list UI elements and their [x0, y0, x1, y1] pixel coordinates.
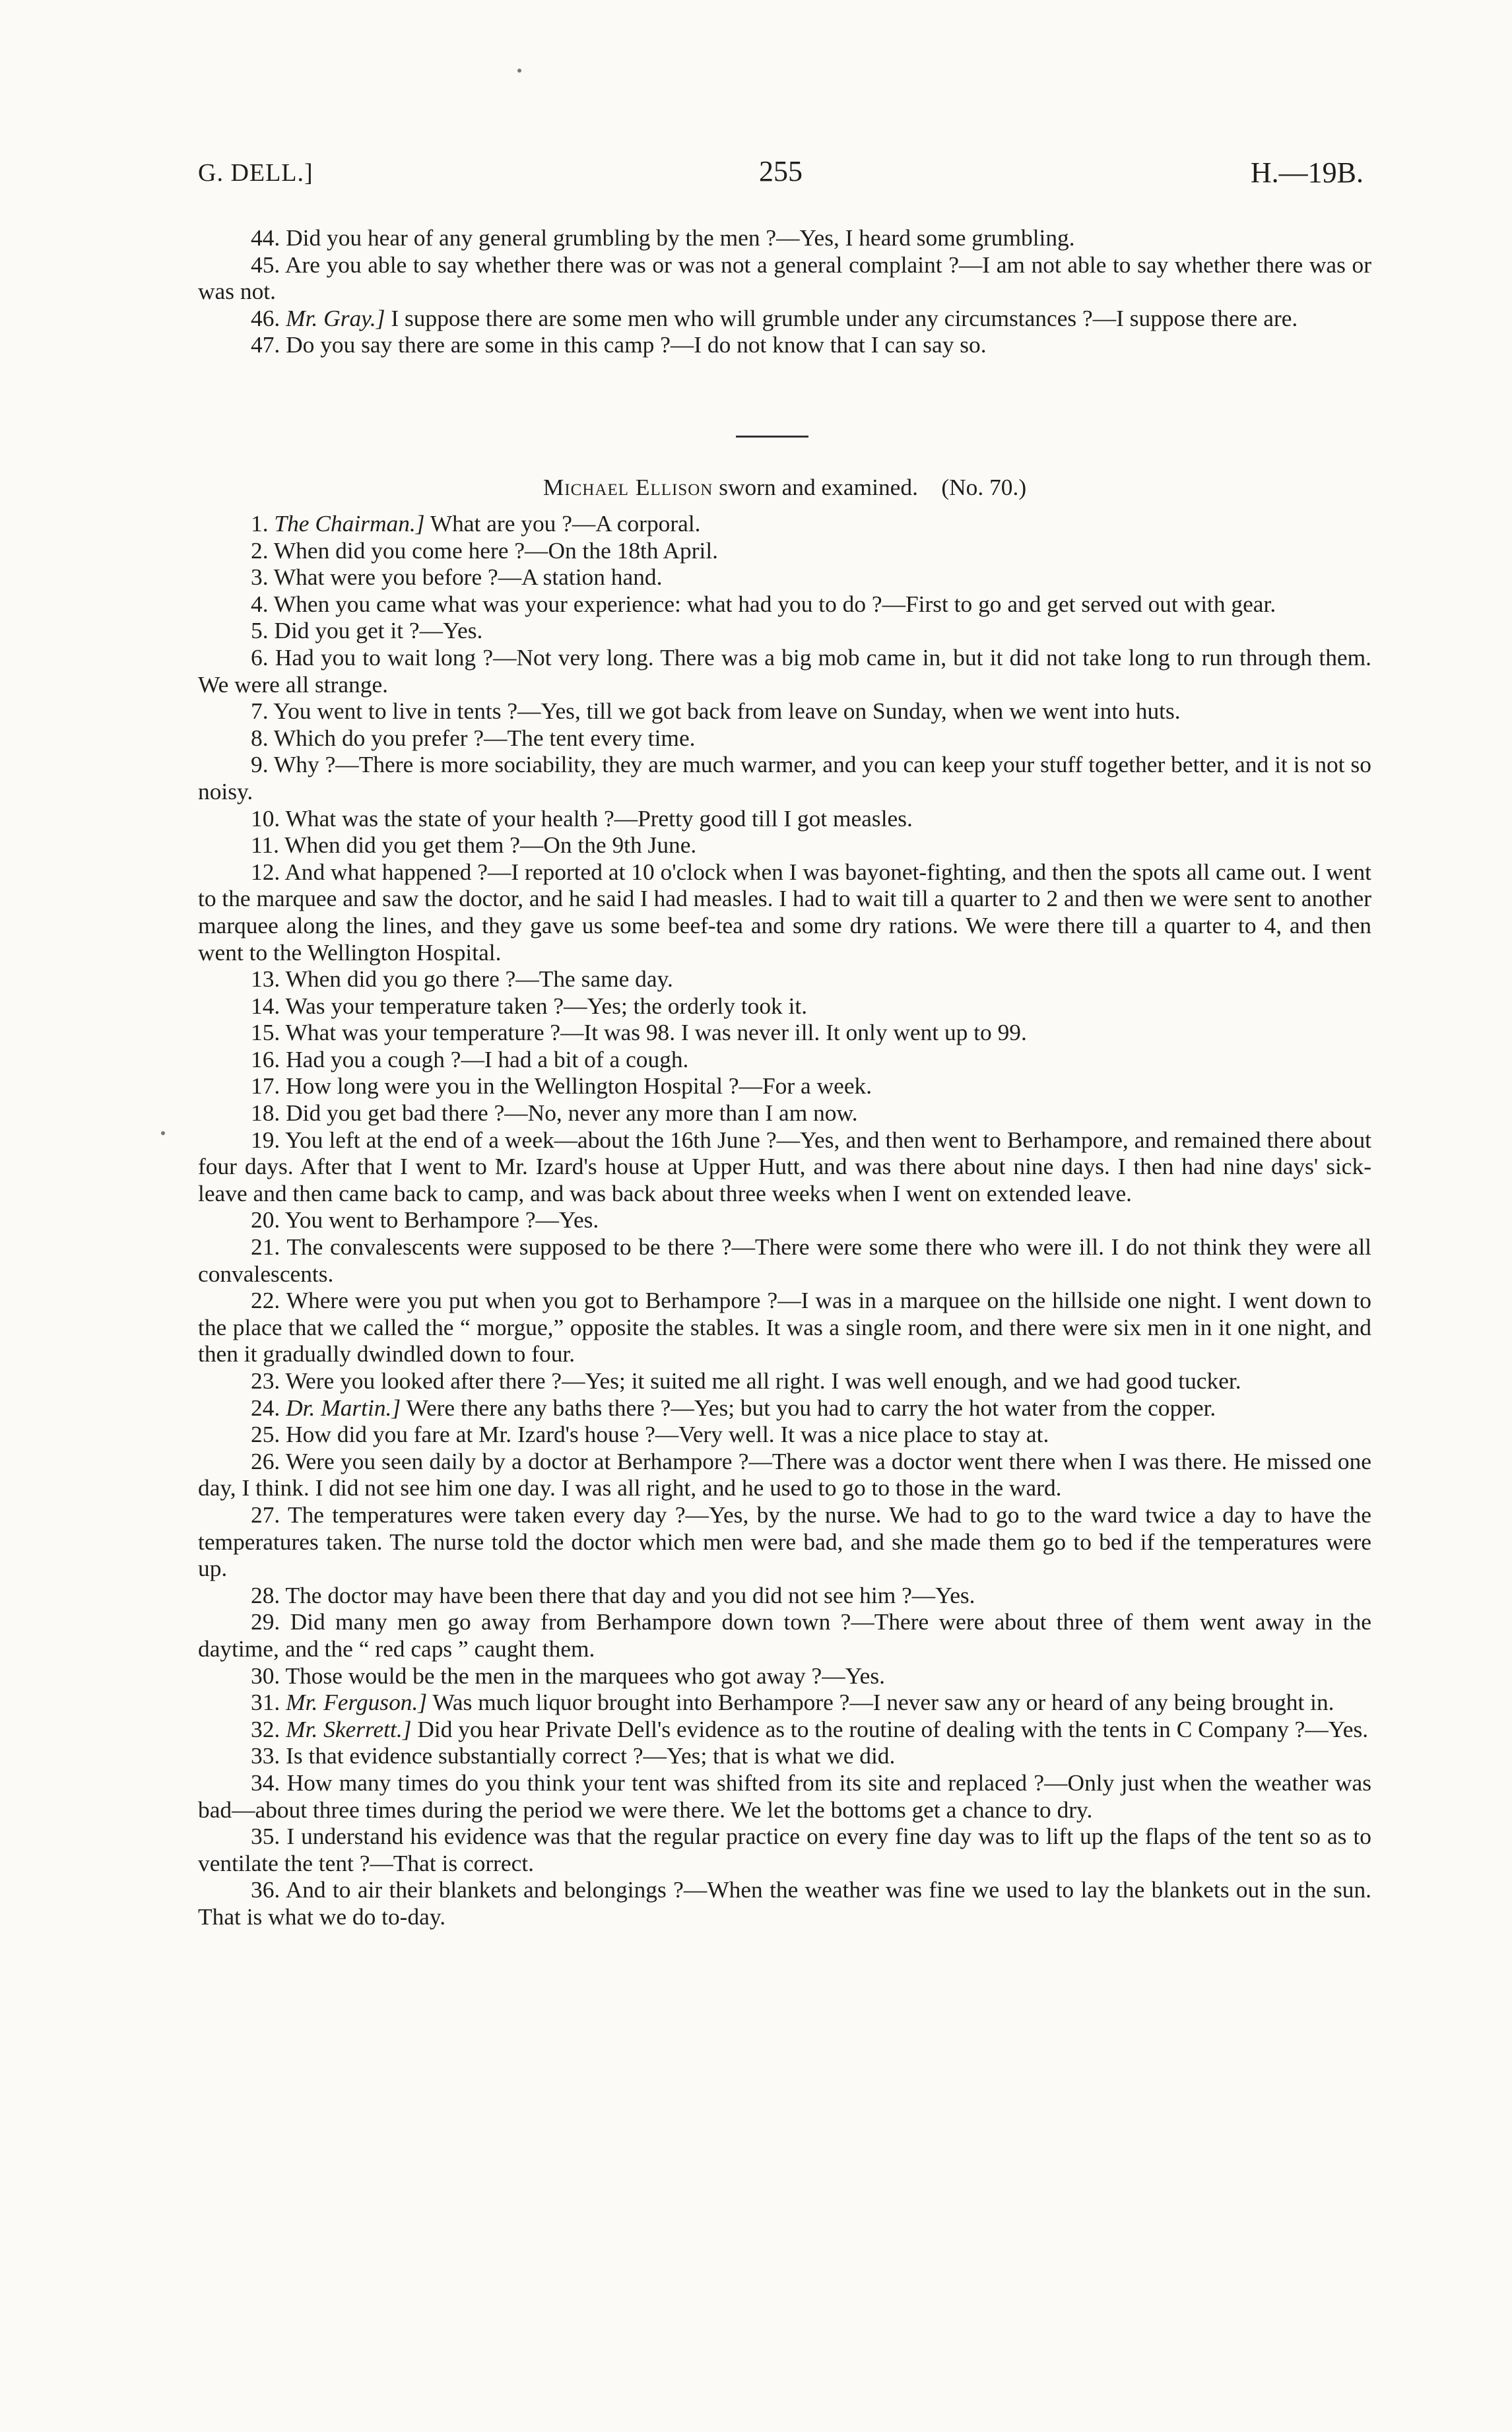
question-number: 24. [251, 1394, 280, 1421]
question-number: 14. [251, 992, 280, 1019]
question-number: 12. [251, 858, 280, 885]
question-text: Was your temperature taken ?—Yes; the orderly took it. [285, 992, 808, 1019]
question-text: You went to Berhampore ?—Yes. [284, 1206, 599, 1233]
witness-sworn: sworn and examined. [719, 474, 918, 500]
question-number: 6. [251, 643, 269, 671]
question-answer [198, 1367, 1371, 1395]
question-answer [198, 1608, 1371, 1662]
question-number: 5. [251, 617, 269, 644]
question-answer [198, 1100, 1371, 1127]
question-number: 34. [251, 1769, 280, 1796]
question-answer [198, 698, 1371, 725]
question-answer [198, 966, 1371, 993]
question-text: When did you come here ?—On the 18th April. [273, 537, 718, 564]
question-text: Do you say there are some in this camp ?—I do not know that I can say so. [286, 331, 987, 358]
question-answer [198, 1716, 1371, 1743]
question-text: What are you ?—A corporal. [430, 510, 701, 537]
question-number: 20. [251, 1206, 280, 1233]
question-answer [198, 1769, 1371, 1823]
question-answer [198, 1421, 1371, 1448]
question-text: The convalescents were supposed to be there ?—There were some there who were ill. I do not think they were all convalescents. [198, 1233, 1371, 1287]
question-text: Did you get bad there ?—No, never any more than I am now. [286, 1100, 858, 1127]
question-text: Why ?—There is more sociability, they are much warmer, and you can keep your stuff together better, and it is not so noisy. [198, 751, 1371, 805]
scan-speck [161, 1131, 165, 1135]
witness-heading [198, 474, 1371, 500]
previous-witness-testimony [198, 224, 1371, 358]
question-text: And to air their blankets and belongings ?—When the weather was fine we used to lay the blankets out in the sun. That is what we do to-day. [198, 1876, 1371, 1930]
question-text: You went to live in tents ?—Yes, till we got back from leave on Sunday, when we went into huts. [273, 698, 1181, 725]
question-answer [198, 1662, 1371, 1690]
question-text: When did you get them ?—On the 9th June. [284, 832, 697, 859]
question-text: Did you get it ?—Yes. [274, 617, 483, 644]
question-answer [198, 1206, 1371, 1233]
question-number: 35. [251, 1823, 280, 1850]
question-answer [198, 1742, 1371, 1769]
speaker-label: Mr. Ferguson.] [286, 1689, 428, 1716]
question-answer [198, 725, 1371, 752]
section-divider [736, 436, 808, 438]
question-answer [198, 1395, 1371, 1422]
question-text: Is that evidence substantially correct ?—Yes; that is what we did. [286, 1742, 896, 1769]
question-text: When you came what was your experience: what had you to do ?—First to go and get served out with gear. [273, 590, 1276, 617]
question-number: 27. [251, 1501, 280, 1528]
question-text: When did you go there ?—The same day. [285, 966, 673, 993]
question-answer [198, 1019, 1371, 1046]
question-number: 28. [251, 1581, 280, 1608]
question-answer [198, 1823, 1371, 1876]
question-number: 30. [251, 1662, 280, 1689]
question-answer [198, 1876, 1371, 1930]
question-number: 1. [251, 510, 269, 537]
question-text: What was the state of your health ?—Pretty good till I got measles. [285, 805, 913, 832]
question-answer [198, 1072, 1371, 1100]
question-text: Were you seen daily by a doctor at Berhampore ?—There was a doctor went there when I was there. He missed one day, I think. I did not see him one day. I was all right, and he used to go to those in the ward. [198, 1447, 1371, 1501]
question-text: Were there any baths there ?—Yes; but you had to carry the hot water from the copper. [406, 1394, 1216, 1421]
question-number: 8. [251, 724, 269, 751]
question-number: 3. [251, 564, 269, 591]
question-text: What were you before ?—A station hand. [273, 564, 663, 591]
question-number: 17. [251, 1072, 280, 1100]
question-number: 9. [251, 751, 269, 778]
question-number: 18. [251, 1100, 280, 1127]
question-answer [198, 617, 1371, 644]
question-answer [198, 510, 1371, 537]
question-answer [198, 1287, 1371, 1367]
question-answer [198, 1582, 1371, 1609]
header-paper-ref: H.—19B. [1250, 156, 1364, 189]
question-text: Were you looked after there ?—Yes; it suited me all right. I was well enough, and we had good tucker. [285, 1367, 1241, 1394]
question-text: The temperatures were taken every day ?—Yes, by the nurse. We had to go to the ward twice a day to have the temperatures taken. The nurse told the doctor which men were bad, and she made them go to bed if the temperatures were up. [198, 1501, 1371, 1582]
question-number: 4. [251, 590, 269, 617]
question-answer [198, 1127, 1371, 1207]
question-number: 11. [251, 832, 279, 859]
question-number: 23. [251, 1367, 280, 1394]
question-answer [198, 1501, 1371, 1582]
question-text: Which do you prefer ?—The tent every time. [273, 724, 696, 751]
question-text: Did many men go away from Berhampore down town ?—There were about three of them went away in the daytime, and the “ red caps ” caught them. [198, 1608, 1371, 1662]
question-number: 31. [251, 1689, 280, 1716]
question-answer [198, 1233, 1371, 1287]
question-number: 15. [251, 1019, 280, 1046]
question-number: 2. [251, 537, 269, 564]
question-number: 33. [251, 1742, 280, 1769]
question-number: 10. [251, 805, 280, 832]
question-text: Where were you put when you got to Berhampore ?—I was in a marquee on the hillside one night. I went down to the place that we called the “ morgue,” opposite the stables. It was a single room, and there were six men in it one night, and then it gradually dwindled down to four. [198, 1287, 1371, 1367]
question-text: The doctor may have been there that day and you did not see him ?—Yes. [285, 1581, 975, 1608]
question-text: I understand his evidence was that the regular practice on every fine day was to lift up the flaps of the tent so as to ventilate the tent ?—That is correct. [198, 1823, 1371, 1876]
question-answer [198, 832, 1371, 859]
question-text: Was much liquor brought into Berhampore ?—I never saw any or heard of any being brought in. [432, 1689, 1334, 1716]
question-answer [198, 751, 1371, 805]
witness-number: (No. 70.) [941, 474, 1027, 500]
question-answer [198, 859, 1371, 966]
question-text: I suppose there are some men who will grumble under any circumstances ?—I suppose there are. [391, 304, 1298, 331]
question-answer [198, 1448, 1371, 1501]
question-answer [198, 1689, 1371, 1716]
question-text: Had you a cough ?—I had a bit of a cough. [286, 1045, 689, 1072]
question-text: Did you hear of any general grumbling by the men ?—Yes, I heard some grumbling. [286, 224, 1075, 251]
question-text: Are you able to say whether there was or was not a general complaint ?—I am not able to say whether there was or was not. [198, 251, 1371, 304]
question-answer [198, 1046, 1371, 1073]
witness-testimony [198, 510, 1371, 1930]
question-answer [198, 564, 1371, 591]
question-answer [198, 331, 1371, 358]
question-answer [198, 644, 1371, 698]
page-number: 255 [759, 155, 803, 187]
question-number: 21. [251, 1233, 280, 1261]
question-answer [198, 537, 1371, 564]
question-text: Had you to wait long ?—Not very long. There was a big mob came in, but it did not take long to run through them. We were all strange. [198, 643, 1371, 698]
question-answer [198, 591, 1371, 618]
question-number: 19. [251, 1126, 280, 1153]
question-text: What was your temperature ?—It was 98. I was never ill. It only went up to 99. [285, 1019, 1027, 1046]
question-number: 29. [251, 1608, 280, 1635]
page-header [198, 155, 1364, 198]
speaker-label: Mr. Gray.] [286, 304, 385, 331]
question-number: 32. [251, 1715, 280, 1742]
question-number: 47. [251, 331, 280, 358]
question-number: 46. [251, 304, 280, 331]
question-answer [198, 805, 1371, 832]
question-text: You left at the end of a week—about the 16th June ?—Yes, and then went to Berhampore, and remained there about four days. After that I went to Mr. Izard's house at Upper Hutt, and was there about nine days. I then had nine days' sick-leave and then came back to camp, and was back about three weeks when I went on extended leave. [198, 1126, 1371, 1206]
question-answer [198, 993, 1371, 1020]
question-text: How long were you in the Wellington Hospital ?—For a week. [286, 1072, 872, 1100]
speaker-label: The Chairman.] [274, 510, 425, 537]
question-number: 13. [251, 966, 280, 993]
question-number: 16. [251, 1045, 280, 1072]
question-text: And what happened ?—I reported at 10 o'clock when I was bayonet-fighting, and then the spots all came out. I went to the marquee and saw the doctor, and he said I had measles. I had to wait till a quarter to 2 and then we were sent to another marquee along the lines, and they gave us some beef-tea and some dry rations. We were there till a quarter to 4, and then went to the Wellington Hospital. [198, 858, 1371, 966]
question-number: 25. [251, 1421, 280, 1448]
question-number: 26. [251, 1447, 280, 1474]
speaker-label: Mr. Skerrett.] [286, 1715, 412, 1742]
question-text: How many times do you think your tent was shifted from its site and replaced ?—Only just when the weather was bad—about three times during the period we were there. We let the bottoms get a chance to dry. [198, 1769, 1371, 1823]
question-answer [198, 251, 1371, 305]
question-number: 7. [251, 698, 269, 725]
witness-name: Michael Ellison [542, 474, 713, 500]
question-number: 22. [251, 1287, 280, 1314]
question-number: 45. [251, 251, 280, 278]
question-answer [198, 224, 1371, 251]
header-witness: G. DELL.] [198, 159, 313, 187]
question-number: 36. [251, 1876, 280, 1903]
speaker-label: Dr. Martin.] [286, 1394, 401, 1421]
question-text: Those would be the men in the marquees who got away ?—Yes. [285, 1662, 885, 1689]
question-answer [198, 305, 1371, 332]
question-text: How did you fare at Mr. Izard's house ?—Very well. It was a nice place to stay at. [286, 1421, 1049, 1448]
question-number: 44. [251, 224, 280, 251]
scan-speck [517, 69, 521, 73]
question-text: Did you hear Private Dell's evidence as to the routine of dealing with the tents in C Company ?—Yes. [417, 1715, 1369, 1742]
